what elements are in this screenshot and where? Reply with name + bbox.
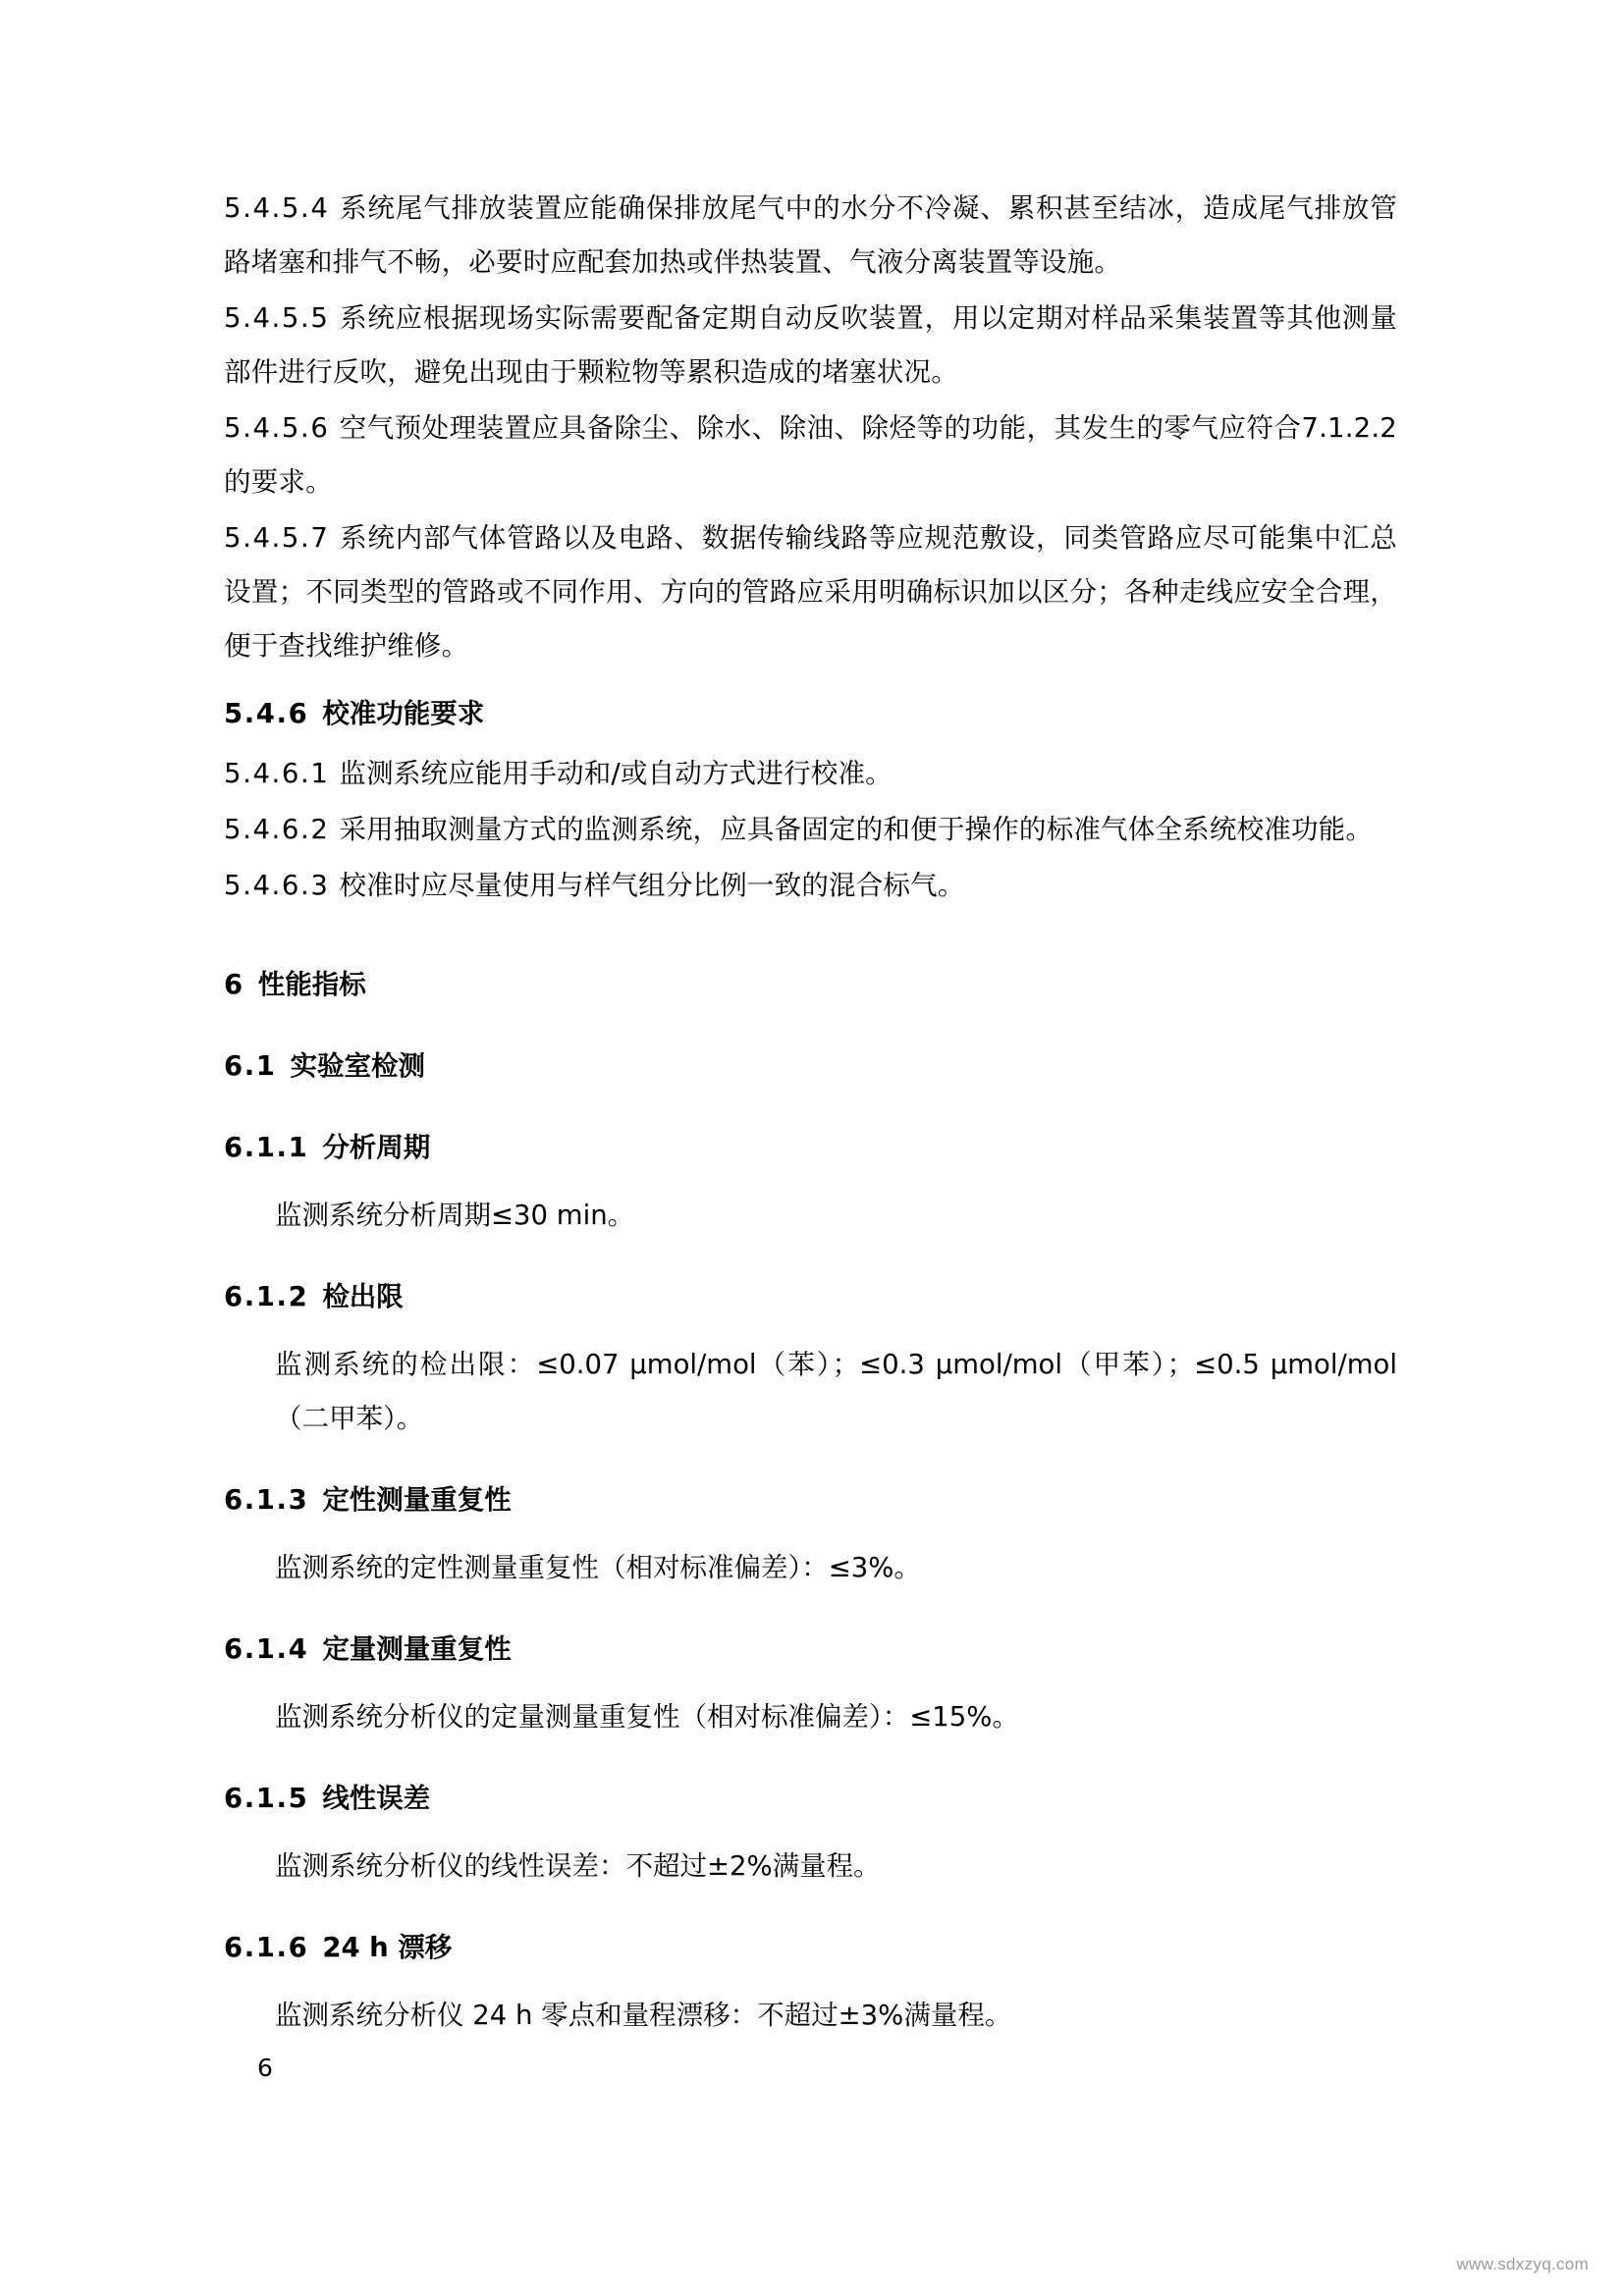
section-title: 定量测量重复性 bbox=[322, 1633, 512, 1665]
clause-text: 空气预处理装置应具备除尘、除水、除油、除烃等的功能，其发生的零气应符合7.1.2.2 的要求。 bbox=[224, 412, 1397, 498]
section-heading bbox=[224, 958, 1397, 1012]
section-title: 检出限 bbox=[322, 1281, 404, 1312]
clause-text: 系统应根据现场实际需要配备定期自动反吹装置，用以定期对样品采集装置等其他测量部件进行反吹，避免出现由于颗粒物等累积造成的堵塞状况。 bbox=[224, 302, 1397, 388]
section-number: 6.1.4 bbox=[224, 1633, 309, 1665]
section-title: 校准功能要求 bbox=[322, 698, 485, 729]
section-title: 性能指标 bbox=[257, 969, 366, 1000]
clause-paragraph bbox=[224, 401, 1397, 509]
section-number: 6.1.2 bbox=[224, 1281, 309, 1312]
clause-paragraph bbox=[224, 182, 1397, 290]
body-paragraph: 监测系统的定性测量重复性（相对标准偏差）：≤3%。 bbox=[275, 1552, 921, 1583]
section-number: 6.1.1 bbox=[224, 1132, 309, 1163]
clause-number: 5.4.6.2 bbox=[224, 814, 330, 845]
section-number: 6 bbox=[224, 969, 244, 1000]
clause-paragraph bbox=[224, 859, 1397, 913]
clause-text: 监测系统应能用手动和/或自动方式进行校准。 bbox=[339, 758, 893, 789]
section-title: 24 h 漂移 bbox=[322, 1932, 453, 1963]
watermark-text: www.sdxzyq.com bbox=[1456, 2255, 1589, 2273]
body-paragraph: 监测系统的检出限：≤0.07 μmol/mol（苯）；≤0.3 μmol/mol（甲苯）；≤0.5 μmol/mol（二甲苯）。 bbox=[275, 1349, 1397, 1434]
page-content bbox=[224, 182, 1397, 2043]
clause-text: 采用抽取测量方式的监测系统，应具备固定的和便于操作的标准气体全系统校准功能。 bbox=[339, 814, 1374, 845]
section-heading bbox=[224, 1040, 1397, 1094]
section-title: 定性测量重复性 bbox=[322, 1484, 512, 1516]
body-paragraph: 监测系统分析仪的线性误差：不超过±2%满量程。 bbox=[275, 1850, 881, 1882]
clause-number: 5.4.5.4 bbox=[224, 192, 330, 224]
section-heading bbox=[224, 1121, 1397, 1175]
section-title: 分析周期 bbox=[322, 1132, 431, 1163]
clause-number: 5.4.5.6 bbox=[224, 412, 330, 444]
clause-text: 校准时应尽量使用与样气组分比例一致的混合标气。 bbox=[339, 870, 965, 901]
section-heading bbox=[224, 1772, 1397, 1826]
section-title: 实验室检测 bbox=[290, 1050, 426, 1082]
clause-number: 5.4.5.7 bbox=[224, 522, 330, 554]
section-number: 6.1.3 bbox=[224, 1484, 309, 1516]
section-heading bbox=[224, 1270, 1397, 1324]
clause-paragraph bbox=[224, 511, 1397, 673]
clause-text: 系统尾气排放装置应能确保排放尾气中的水分不冷凝、累积甚至结冰，造成尾气排放管路堵塞和排气不畅，必要时应配套加热或伴热装置、气液分离装置等设施。 bbox=[224, 192, 1397, 278]
section-number: 6.1.6 bbox=[224, 1932, 309, 1963]
body-paragraph: 监测系统分析仪的定量测量重复性（相对标准偏差）：≤15%。 bbox=[275, 1701, 1019, 1733]
section-number: 6.1 bbox=[224, 1050, 277, 1082]
page-number: 6 bbox=[257, 2054, 273, 2082]
section-heading bbox=[224, 687, 1397, 741]
clause-paragraph bbox=[224, 747, 1397, 801]
clause-paragraph bbox=[224, 803, 1397, 857]
section-number: 6.1.5 bbox=[224, 1783, 309, 1814]
clause-number: 5.4.5.5 bbox=[224, 302, 330, 334]
section-heading bbox=[224, 1623, 1397, 1677]
clause-text: 系统内部气体管路以及电路、数据传输线路等应规范敷设，同类管路应尽可能集中汇总设置；不同类型的管路或不同作用、方向的管路应采用明确标识加以区分；各种走线应安全合理，便于查找维护维修。 bbox=[224, 522, 1397, 662]
section-number: 5.4.6 bbox=[224, 698, 309, 729]
body-paragraph: 监测系统分析仪 24 h 零点和量程漂移：不超过±3%满量程。 bbox=[275, 2000, 1012, 2031]
clause-paragraph bbox=[224, 292, 1397, 400]
section-heading bbox=[224, 1473, 1397, 1527]
clause-number: 5.4.6.3 bbox=[224, 870, 330, 901]
section-title: 线性误差 bbox=[322, 1783, 431, 1814]
section-heading bbox=[224, 1921, 1397, 1975]
clause-number: 5.4.6.1 bbox=[224, 758, 330, 789]
body-paragraph: 监测系统分析周期≤30 min。 bbox=[275, 1200, 635, 1231]
